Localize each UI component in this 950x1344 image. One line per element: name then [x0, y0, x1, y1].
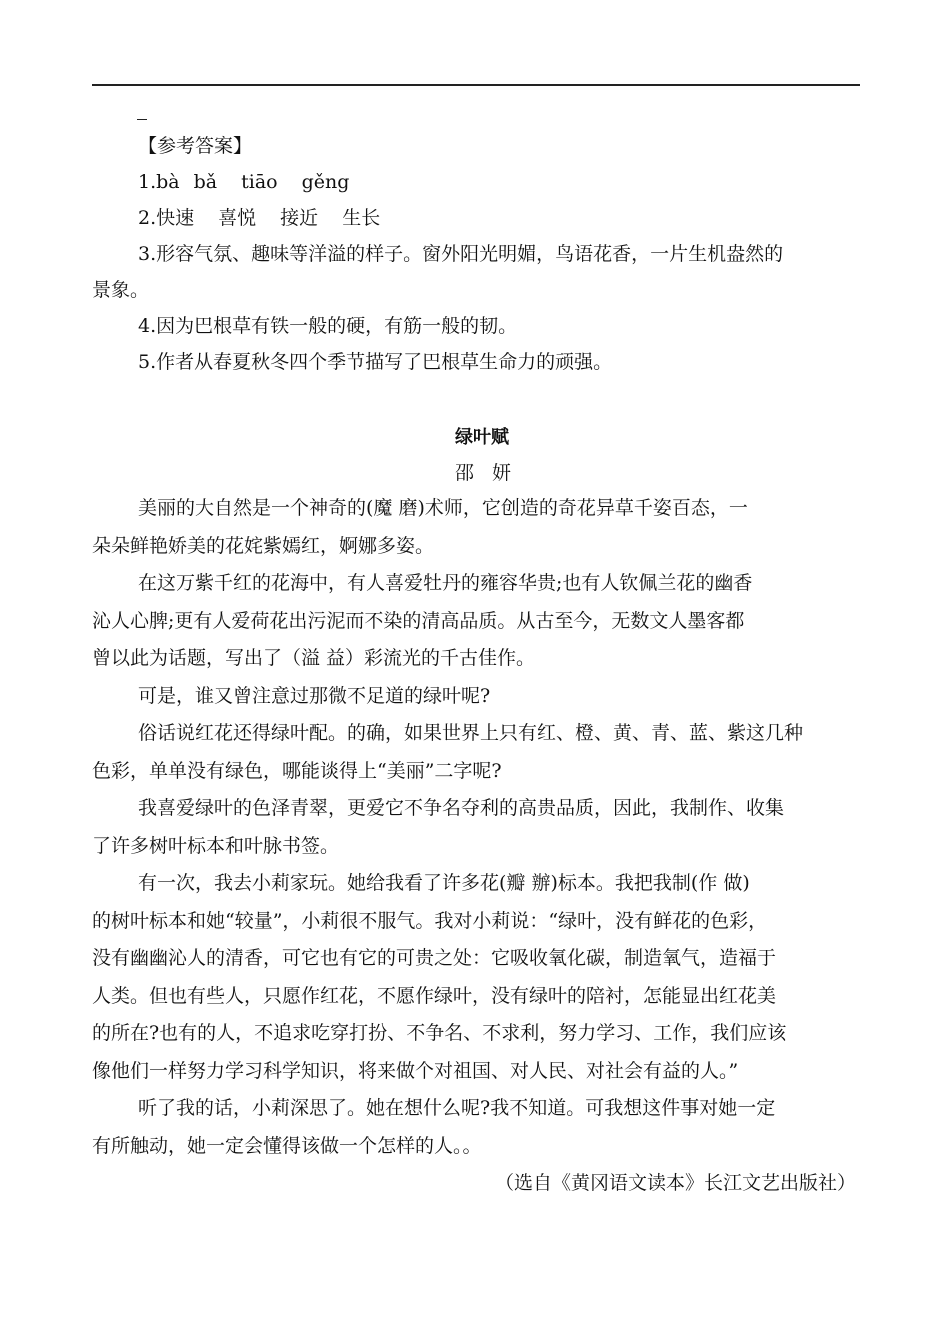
- answer-heading: 【参考答案】: [138, 135, 253, 157]
- answer-section: [92, 128, 862, 380]
- pinyin-3: tiāo: [241, 171, 278, 193]
- word-4: 生长: [342, 207, 381, 229]
- word-2: 喜悦: [218, 207, 257, 229]
- essay-line: 像他们一样努力学习科学知识，将来做个对祖国、对人民、对社会有益的人。”: [92, 1059, 739, 1082]
- essay-line: 朵朵鲜艳娇美的花姹紫嫣红，婀娜多姿。: [92, 534, 435, 557]
- pinyin-2: bǎ: [193, 171, 218, 193]
- essay-line: 的所在?也有的人，不追求吃穿打扮、不争名、不求利，努力学习、工作，我们应该: [92, 1022, 787, 1044]
- page-content: [92, 128, 862, 1202]
- word-1: 快速: [156, 207, 195, 229]
- word-3: 接近: [280, 207, 319, 229]
- pinyin-1: bà: [156, 171, 180, 193]
- dash-mark: [137, 119, 147, 120]
- essay-line: 我喜爱绿叶的色泽青翠，更爱它不争名夺利的高贵品质，因此，我制作、收集: [138, 797, 785, 819]
- essay-line: 俗话说红花还得绿叶配。的确，如果世界上只有红、橙、黄、青、蓝、紫这几种: [138, 722, 804, 744]
- essay-title: 绿叶赋: [455, 427, 509, 448]
- answer-item-2: [92, 200, 862, 236]
- answer-1-number: 1.: [138, 171, 157, 193]
- answer-item-3-line-1: 3.形容气氛、趣味等洋溢的样子。窗外阳光明媚，鸟语花香，一片生机盎然的: [138, 243, 784, 265]
- essay-line: 美丽的大自然是一个神奇的(魔 磨)术师，它创造的奇花异草千姿百态，一: [138, 497, 748, 519]
- pinyin-4: gěng: [301, 171, 350, 193]
- top-rule: [92, 84, 860, 86]
- essay-line: 了许多树叶标本和叶脉书签。: [92, 834, 340, 857]
- answer-2-number: 2.: [138, 207, 157, 229]
- essay-line: 人类。但也有些人，只愿作红花，不愿作绿叶，没有绿叶的陪衬，怎能显出红花美: [92, 984, 777, 1007]
- answer-item-5: 5.作者从春夏秋冬四个季节描写了巴根草生命力的顽强。: [138, 351, 613, 373]
- essay-line: 没有幽幽沁人的清香，可它也有它的可贵之处：它吸收氧化碳，制造氧气，造福于: [92, 947, 777, 969]
- essay-line: 在这万紫千红的花海中，有人喜爱牡丹的雍容华贵;也有人钦佩兰花的幽香: [138, 572, 753, 594]
- essay-author: 邵妍: [454, 462, 529, 484]
- answer-item-4: 4.因为巴根草有铁一般的硬，有筋一般的韧。: [138, 315, 518, 337]
- essay-source: （选自《黄冈语文读本》长江文艺出版社）: [494, 1172, 856, 1194]
- essay-line: 曾以此为话题，写出了（溢 益）彩流光的千古佳作。: [92, 647, 536, 669]
- essay-line: 色彩，单单没有绿色，哪能谈得上“美丽”二字呢?: [92, 759, 502, 782]
- essay-line: 沁人心脾;更有人爱荷花出污泥而不染的清高品质。从古至今，无数文人墨客都: [92, 609, 745, 632]
- essay-line: 有所触动，她一定会懂得该做一个怎样的人。。: [92, 1134, 482, 1157]
- answer-item-1: [92, 164, 862, 200]
- essay-line: 的树叶标本和她“较量”，小莉很不服气。我对小莉说：“绿叶，没有鲜花的色彩，: [92, 909, 768, 932]
- answer-item-3-line-2: 景象。: [92, 279, 150, 301]
- essay-line: 可是，谁又曾注意过那微不足道的绿叶呢?: [138, 684, 491, 707]
- essay-body: [92, 490, 862, 1165]
- essay-line: 听了我的话，小莉深思了。她在想什么呢?我不知道。可我想这件事对她一定: [138, 1097, 776, 1119]
- essay-line: 有一次，我去小莉家玩。她给我看了许多花(瓣 辦)标本。我把我制(作 做): [138, 872, 750, 894]
